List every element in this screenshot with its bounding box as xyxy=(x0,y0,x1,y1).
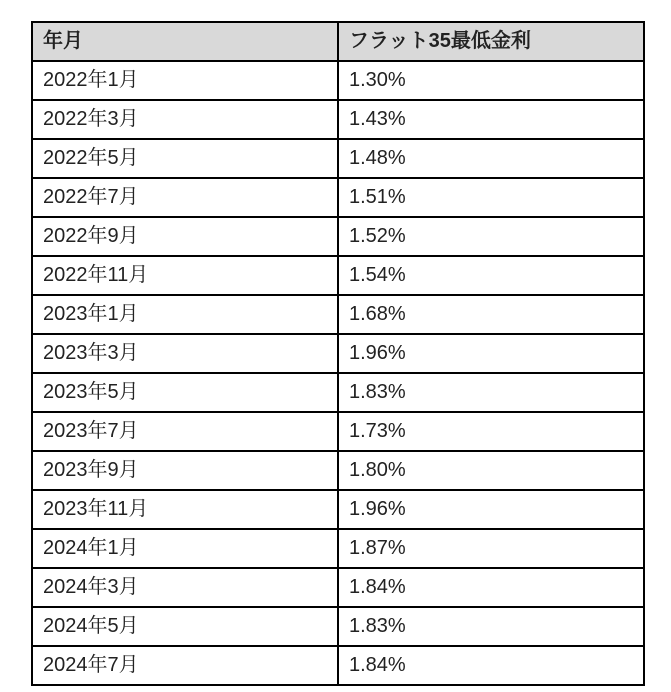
rate-cell: 1.68% xyxy=(338,295,644,334)
rate-cell: 1.84% xyxy=(338,568,644,607)
month-cell: 2023年5月 xyxy=(32,373,338,412)
rate-cell: 1.30% xyxy=(338,61,644,100)
rate-cell: 1.73% xyxy=(338,412,644,451)
table-row xyxy=(32,412,644,451)
month-cell: 2022年11月 xyxy=(32,256,338,295)
table-row xyxy=(32,568,644,607)
rate-cell: 1.87% xyxy=(338,529,644,568)
month-cell: 2024年3月 xyxy=(32,568,338,607)
table-row xyxy=(32,490,644,529)
month-cell: 2024年1月 xyxy=(32,529,338,568)
month-cell: 2023年1月 xyxy=(32,295,338,334)
table-row xyxy=(32,100,644,139)
month-cell: 2024年7月 xyxy=(32,646,338,685)
rate-cell: 1.80% xyxy=(338,451,644,490)
rate-cell: 1.52% xyxy=(338,217,644,256)
month-cell: 2022年7月 xyxy=(32,178,338,217)
rate-cell: 1.96% xyxy=(338,334,644,373)
table-row xyxy=(32,178,644,217)
rate-cell: 1.96% xyxy=(338,490,644,529)
header-row xyxy=(32,22,644,61)
table-row xyxy=(32,295,644,334)
header-cell-month: 年月 xyxy=(32,22,338,61)
table-row xyxy=(32,451,644,490)
rate-cell: 1.54% xyxy=(338,256,644,295)
month-cell: 2022年3月 xyxy=(32,100,338,139)
month-cell: 2024年5月 xyxy=(32,607,338,646)
table-row xyxy=(32,217,644,256)
table-row xyxy=(32,256,644,295)
rate-cell: 1.83% xyxy=(338,607,644,646)
month-cell: 2023年9月 xyxy=(32,451,338,490)
table-row xyxy=(32,61,644,100)
month-cell: 2023年3月 xyxy=(32,334,338,373)
rate-cell: 1.43% xyxy=(338,100,644,139)
month-cell: 2023年11月 xyxy=(32,490,338,529)
rate-cell: 1.48% xyxy=(338,139,644,178)
rate-cell: 1.51% xyxy=(338,178,644,217)
table-row xyxy=(32,334,644,373)
month-cell: 2022年1月 xyxy=(32,61,338,100)
table-row xyxy=(32,646,644,685)
header-cell-rate: フラット35最低金利 xyxy=(338,22,644,61)
table-row xyxy=(32,529,644,568)
month-cell: 2023年7月 xyxy=(32,412,338,451)
flat35-rate-table xyxy=(31,21,645,686)
rate-table-container xyxy=(31,21,645,686)
month-cell: 2022年5月 xyxy=(32,139,338,178)
table-row xyxy=(32,139,644,178)
table-body xyxy=(32,61,644,685)
rate-cell: 1.83% xyxy=(338,373,644,412)
rate-cell: 1.84% xyxy=(338,646,644,685)
month-cell: 2022年9月 xyxy=(32,217,338,256)
table-row xyxy=(32,373,644,412)
table-row xyxy=(32,607,644,646)
